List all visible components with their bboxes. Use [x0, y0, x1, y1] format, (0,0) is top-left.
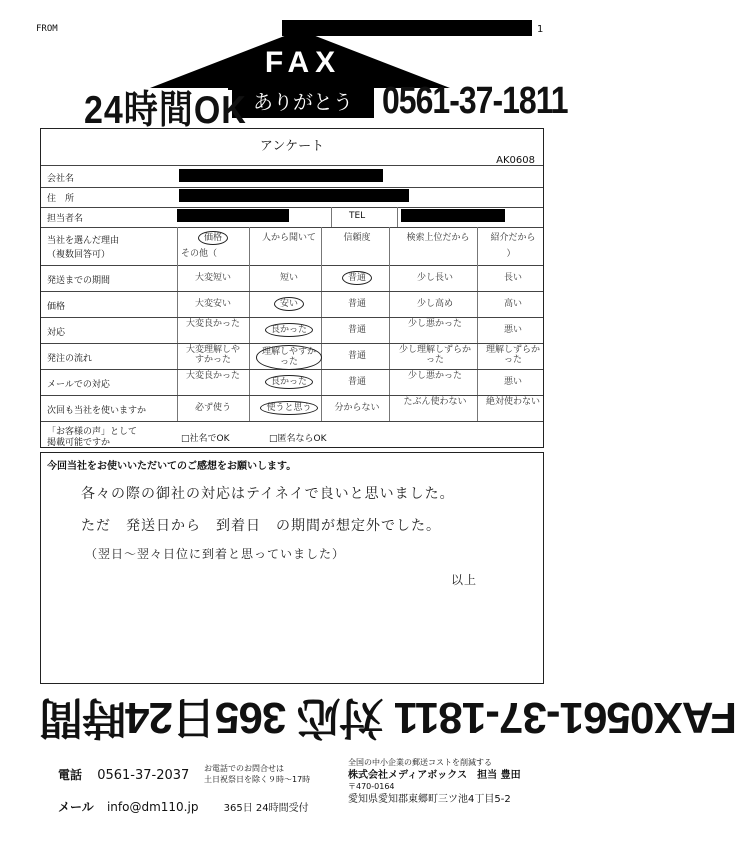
survey-title: アンケート — [259, 139, 325, 154]
reason-sublabel: （複数回答可） — [47, 250, 111, 260]
company-info — [348, 758, 521, 807]
from-label: FROM — [36, 24, 58, 34]
tel-label: TEL — [349, 211, 366, 221]
person-label: 担当者名 — [47, 214, 84, 224]
address-label: 住 所 — [47, 194, 75, 204]
rating-option[interactable]: 普通 — [347, 299, 366, 309]
divider — [41, 291, 543, 292]
rating-row-label: 次回も当社を使いますか — [47, 406, 147, 416]
divider — [41, 207, 543, 208]
comment-heading: 今回当社をお使いいただいてのご感想をお願いします。 — [47, 461, 297, 472]
divider — [397, 207, 398, 227]
address-redaction — [179, 189, 409, 202]
rating-option[interactable]: 悪い — [503, 325, 522, 335]
rating-option[interactable]: 普通 — [347, 351, 366, 361]
tel-label: 電話 — [58, 768, 83, 782]
mail-contact — [58, 798, 309, 815]
footer-rotated-banner — [40, 690, 737, 750]
rating-option[interactable]: 少し高め — [416, 299, 453, 309]
grid-column-line — [321, 227, 322, 421]
rating-option[interactable]: 大変安い — [194, 299, 231, 309]
rating-option[interactable]: 少し悪かった — [407, 371, 462, 381]
fax-title: FAX — [264, 46, 342, 79]
rating-option[interactable]: 少し悪かった — [407, 319, 462, 329]
reason-option[interactable]: 紹介だから — [490, 233, 536, 243]
rating-option[interactable]: 大変良かった — [185, 319, 240, 329]
tagline: 全国の中小企業の郵送コストを削減する — [348, 758, 492, 767]
company-name: 株式会社メディアボックス 担当 豊田 — [348, 769, 521, 781]
rating-option[interactable]: 大変理解しやすかった — [185, 345, 240, 366]
divider — [331, 207, 332, 227]
rotated-banner-text: FAX0561-37-1811 対応 365日24時間 — [40, 693, 737, 742]
rating-option[interactable]: 大変良かった — [185, 371, 240, 381]
divider — [41, 227, 543, 228]
company-label: 会社名 — [47, 174, 75, 184]
divider — [41, 165, 543, 166]
rating-option[interactable]: 少し長い — [416, 273, 453, 283]
tel-contact — [58, 766, 189, 783]
reason-other[interactable]: その他（ — [181, 249, 218, 259]
tel-note — [204, 764, 310, 786]
mail-address[interactable]: info@dm110.jp — [106, 800, 199, 814]
rating-option[interactable]: 短い — [279, 273, 298, 283]
page-mark: 1 — [537, 24, 544, 35]
tel-redaction — [401, 209, 505, 222]
rating-option[interactable]: たぶん使わない — [403, 397, 467, 407]
grid-column-line — [249, 227, 250, 421]
rating-option[interactable]: 良かった — [253, 325, 325, 335]
thanks-text: ありがとう — [253, 90, 353, 114]
tel-number: 0561-37-2037 — [97, 768, 190, 783]
rating-option[interactable]: 長い — [503, 273, 522, 283]
rating-option[interactable]: 安い — [253, 299, 325, 309]
reason-option[interactable]: 人から聞いて — [261, 233, 316, 243]
rating-option[interactable]: 普通 — [347, 377, 366, 387]
grid-column-line — [389, 227, 390, 421]
grid-column-line — [477, 227, 478, 421]
divider — [41, 187, 543, 188]
comment-line: ただ 発送日から 到着日 の期間が想定外でした。 — [81, 518, 441, 534]
mail-hours: 365日 24時間受付 — [223, 803, 309, 814]
divider — [41, 395, 543, 396]
comment-line: （翌日～翌々日位に到着と思っていました） — [85, 547, 346, 561]
company-address: 愛知県愛知郡東郷町三ツ池4丁目5-2 — [348, 794, 511, 806]
voice-anonymous-checkbox[interactable]: □匿名ならOK — [269, 434, 327, 444]
reason-option[interactable]: 信頼度 — [343, 233, 371, 243]
grid-column-line — [177, 227, 178, 421]
voice-label: 「お客様の声」として — [47, 427, 138, 437]
rating-option[interactable]: 分からない — [334, 403, 380, 413]
rating-row-label: 価格 — [47, 302, 66, 312]
fax-phone-number: 0561-37-1811 — [382, 78, 568, 122]
comment-line: 各々の際の御社の対応はテイネイで良いと思いました。 — [81, 486, 455, 502]
rating-option[interactable]: 悪い — [503, 377, 522, 387]
company-redaction — [179, 169, 383, 182]
rating-option[interactable]: 少し理解しずらかった — [398, 345, 471, 366]
voice-sublabel: 掲載可能ですか — [47, 438, 111, 448]
rating-option[interactable]: 良かった — [253, 377, 325, 387]
tel-note-1: お電話でのお問合せは — [204, 764, 284, 773]
rating-option[interactable]: 使うと思う — [253, 403, 325, 413]
comment-signoff: 以上 — [451, 573, 478, 587]
hours-banner: 24時間OK — [84, 88, 247, 133]
rating-row-label: 発送までの期間 — [47, 276, 111, 286]
postal-code: 〒470-0164 — [348, 782, 395, 792]
reason-option[interactable]: 検索上位だから — [406, 233, 470, 243]
rating-option[interactable]: 高い — [503, 299, 522, 309]
voice-company-name-checkbox[interactable]: □社名でOK — [181, 434, 230, 444]
survey-code: AK0608 — [496, 155, 535, 166]
divider — [41, 265, 543, 266]
divider — [41, 317, 543, 318]
rating-option[interactable]: 絶対使わない — [485, 397, 540, 407]
rating-option[interactable]: 理解しずらかった — [485, 345, 540, 366]
person-redaction — [177, 209, 289, 222]
survey-form — [40, 128, 544, 448]
rating-option[interactable]: 必ず使う — [194, 403, 231, 413]
rating-row-label: メールでの対応 — [47, 380, 110, 390]
reason-label: 当社を選んだ理由 — [47, 236, 120, 246]
mail-label: メール — [58, 800, 94, 814]
comment-box — [40, 452, 544, 684]
rating-option[interactable]: 理解しやすかった — [253, 345, 325, 370]
divider — [41, 343, 543, 344]
rating-option[interactable]: 普通 — [347, 325, 366, 335]
rating-row-label: 対応 — [47, 328, 66, 338]
reason-option[interactable]: 価格 — [181, 233, 245, 243]
rating-row-label: 発注の流れ — [47, 354, 93, 364]
reason-other-close: ） — [506, 249, 516, 259]
rating-option[interactable]: 大変短い — [194, 273, 231, 283]
tel-note-2: 土日祝祭日を除く９時～17時 — [204, 774, 311, 784]
rating-option[interactable]: 普通 — [325, 273, 389, 283]
divider — [41, 421, 543, 422]
